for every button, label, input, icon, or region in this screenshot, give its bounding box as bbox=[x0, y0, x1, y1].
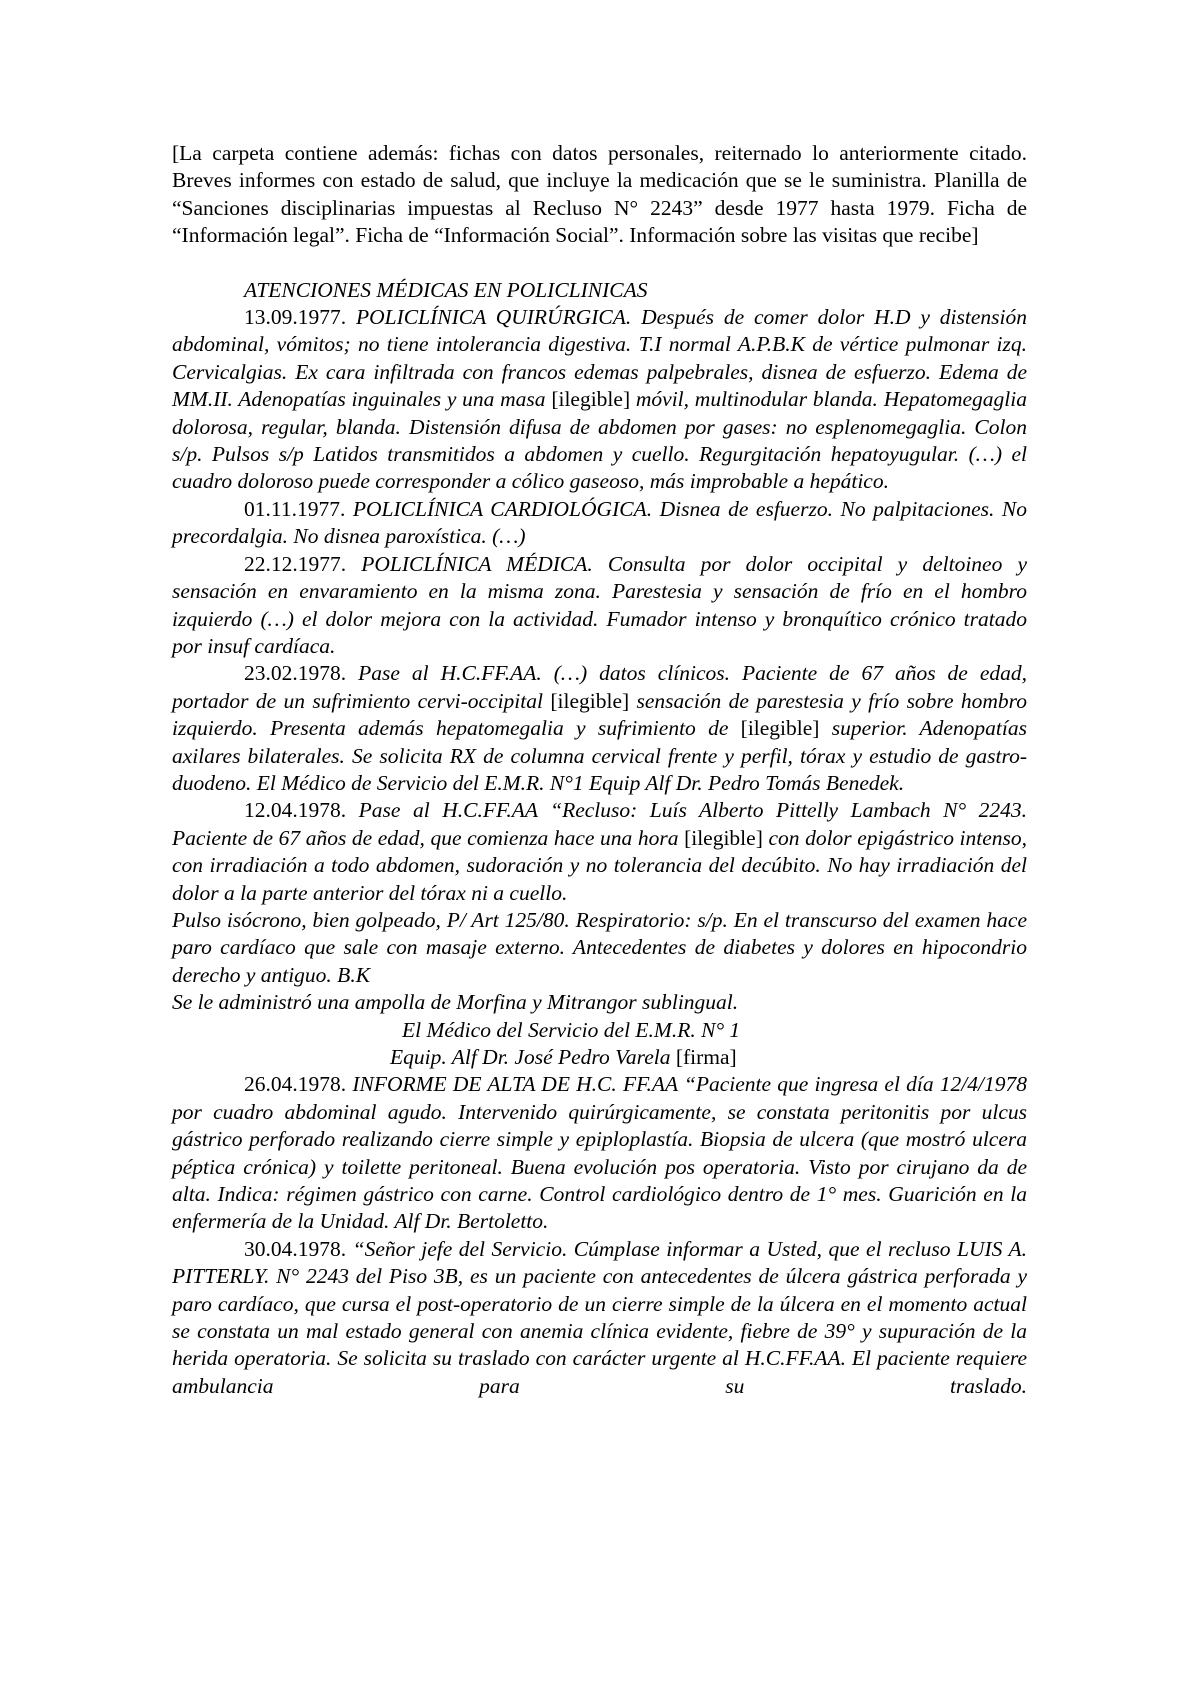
section-title: ATENCIONES MÉDICAS EN POLICLINICAS bbox=[244, 277, 648, 302]
illegible-mark: [ilegible] bbox=[684, 825, 763, 850]
entry-text: INFORME DE ALTA DE H.C. FF.AA “Paciente que ingresa el día 12/4/1978 por cuadro abdominal agudo. Intervenido quirúrgicamente, se constata peritonitis por ulcus gástrico perforado realizando cierre simple y epiploplastía. Biopsia de ulcera (que mostró ulcera péptica crónica) y toilette peritoneal. Buena evolución pos operatoria. Visto por cirujano da de alta. Indica: régimen gástrico con carne. Control cardiológico dentro de 1° mes. Guarición en la enfermería de la Unidad. Alf Dr. Bertoletto. bbox=[172, 1072, 1027, 1234]
entry-5 bbox=[172, 797, 1027, 907]
entry-text: superior. Adenopatías axilares bilaterales. Se solicita RX de columna cervical frente y perfil, tórax y estudio de gastro-duodeno. El Médico de Servicio del E.M.R. N°1 Equip Alf Dr. Pedro Tomás Benedek. bbox=[172, 716, 1027, 795]
entry-date: 26.04.1978. bbox=[244, 1072, 347, 1097]
entry-text: POLICLÍNICA QUIRÚRGICA. Después de comer dolor H.D y distensión abdominal, vómitos; no tiene intolerancia digestiva. T.I normal A.P.B.K de vértice pulmonar izq. Cervicalgias. Ex cara infiltrada con francos edemas palpebrales, disnea de esfuerzo. Edema de MM.II. Adenopatías inguinales y una masa bbox=[172, 305, 1027, 412]
signature-line-2 bbox=[172, 1044, 1027, 1071]
document-body bbox=[172, 140, 1027, 1400]
signature-name: Equip. Alf Dr. José Pedro Varela bbox=[390, 1045, 671, 1069]
entry-text: móvil, multinodular blanda. Hepatomegaglia dolorosa, regular, blanda. Distensión difusa de abdomen por gases: no esplenomegaglia. Colon s/p. Pulsos s/p Latidos transmitidos a abdomen y cuello. Regurgitación hepatoyugular. (…) el cuadro doloroso puede corresponder a cólico gaseoso, más improbable a hepático. bbox=[172, 387, 1027, 494]
entry-date: 23.02.1978. bbox=[244, 661, 347, 686]
signature-mark: [firma] bbox=[675, 1045, 737, 1069]
entry-2 bbox=[172, 496, 1027, 551]
entry-date: 12.04.1978. bbox=[244, 798, 347, 823]
entry-date: 01.11.1977. bbox=[244, 496, 346, 521]
entry-text: sensación de parestesia y frío sobre hombro izquierdo. Presenta además hepatomegalia y sufrimiento de bbox=[172, 688, 1027, 741]
entry-text: Pase al H.C.FF.AA. (…) datos clínicos. Paciente de 67 años de edad, portador de un sufrimiento cervi-occipital bbox=[172, 661, 1028, 713]
entry-5-continuation: Pulso isócrono, bien golpeado, P/ Art 125/80. Respiratorio: s/p. En el transcurso del examen hace paro cardíaco que sale con masaje externo. Antecedentes de diabetes y dolores en hipocondrio derecho y antiguo. B.K bbox=[172, 907, 1027, 987]
entry-6 bbox=[172, 1071, 1027, 1235]
entry-3 bbox=[172, 551, 1027, 661]
entry-text: POLICLÍNICA CARDIOLÓGICA. Disnea de esfuerzo. No palpitaciones. No precordalgia. No disnea paroxística. (…) bbox=[172, 496, 1027, 549]
entry-date: 13.09.1977. bbox=[244, 305, 347, 330]
entry-text: “Señor jefe del Servicio. Cúmplase informar a Usted, que el recluso LUIS A. PITTERLY. N° 2243 del Piso 3B, es un paciente con antecedentes de úlcera gástrica perforada y paro cardíaco, que cursa el post-operatorio de un cierre simple de la úlcera en el momento actual se constata un mal estado general con anemia clínica evidente, fiebre de 39° y supuración de la herida operatoria. Se solicita su traslado con carácter urgente al H.C.FF.AA. El paciente requiere ambulancia para su traslado. bbox=[172, 1236, 1028, 1398]
illegible-mark: [ilegible] bbox=[740, 716, 820, 741]
entry-text: POLICLÍNICA MÉDICA. Consulta por dolor occipital y deltoineo y sensación en envaramiento en la misma zona. Parestesia y sensación de frío en el hombro izquierdo (…) el dolor mejora con la actividad. Fumador intenso y bronquítico crónico tratado por insuf cardíaca. bbox=[172, 551, 1028, 658]
entry-text: con dolor epigástrico intenso, con irradiación a todo abdomen, sudoración y no tolerancia del decúbito. No hay irradiación del dolor a la parte anterior del tórax ni a cuello. bbox=[172, 825, 1028, 905]
entry-date: 30.04.1978. bbox=[244, 1236, 347, 1261]
intro-paragraph: [La carpeta contiene además: fichas con datos personales, reiternado lo anteriormente citado. Breves informes con estado de salud, que incluye la medicación que se le suministra. Planilla de “Sanciones disciplinarias impuestas al Recluso N° 2243” desde 1977 hasta 1979. Ficha de “Información legal”. Ficha de “Información Social”. Información sobre las visitas que recibe] bbox=[172, 141, 1027, 248]
signature-line-1: El Médico del Servicio del E.M.R. N° 1 bbox=[402, 1017, 741, 1042]
entry-1 bbox=[172, 304, 1027, 496]
entry-date: 22.12.1977. bbox=[244, 551, 347, 576]
illegible-mark: [ilegible] bbox=[551, 387, 631, 412]
entry-text: Pase al H.C.FF.AA “Recluso: Luís Alberto Pittelly Lambach N° 2243. Paciente de 67 años de edad, que comienza hace una hora bbox=[172, 798, 1027, 850]
illegible-mark: [ilegible] bbox=[550, 688, 630, 713]
entry-4 bbox=[172, 660, 1027, 797]
entry-5-treatment: Se le administró una ampolla de Morfina y Mitrangor sublingual. bbox=[172, 990, 739, 1015]
entry-7 bbox=[172, 1236, 1027, 1400]
